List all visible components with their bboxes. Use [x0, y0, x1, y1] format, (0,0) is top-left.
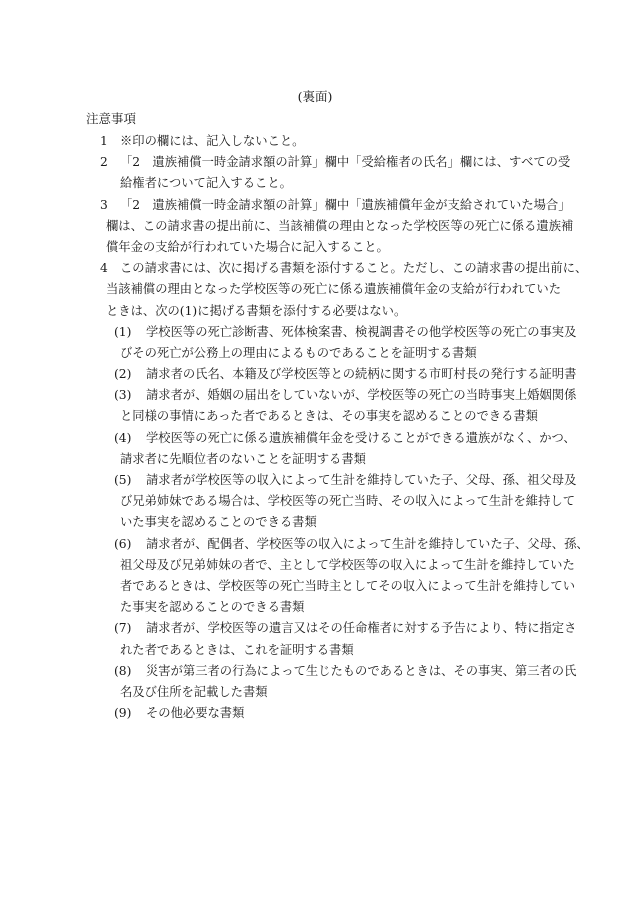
sub-line: た事実を認めることのできる書類 [120, 600, 305, 615]
sub-line: 学校医等の死亡診断書、死体検案書、検視調書その他学校医等の死亡の事実及 [146, 324, 577, 339]
note-line: 「2 遺族補償一時金請求額の計算」欄中「遺族補償年金が支給されていた場合」 [120, 197, 571, 212]
sub-line: 請求者が学校医等の収入によって生計を維持していた子、父母、孫、祖父母及 [146, 473, 577, 487]
sub-number: (9) [114, 706, 132, 721]
note-line: 償年金の支給が行われていた場合に記入すること。 [106, 239, 389, 254]
sub-item-3 [0, 385, 630, 427]
sub-item-7 [0, 618, 630, 660]
sub-item-8 [0, 661, 630, 703]
sub-item-5 [0, 470, 630, 534]
note-number: 2 [100, 155, 108, 170]
sub-number: (5) [114, 473, 132, 487]
sub-line: 請求者に先順位者のないことを証明する書類 [120, 451, 366, 466]
sub-line: れた者であるときは、これを証明する書類 [120, 642, 354, 657]
sub-line: び兄弟姉妹である場合は、学校医等の死亡当時、その収入によって生計を維持して [120, 494, 575, 509]
sub-number: (7) [114, 621, 132, 636]
sub-number: (3) [114, 388, 132, 403]
sub-line: 請求者の氏名、本籍及び学校医等との続柄に関する市町村長の発行する証明書 [146, 367, 577, 382]
note-line: ※印の欄には、記入しないこと。 [120, 134, 305, 148]
sub-item-6 [0, 534, 630, 619]
sub-line: 者であるときは、学校医等の死亡当時主としてその収入によって生計を維持してい [120, 578, 575, 593]
sub-number: (2) [114, 367, 132, 382]
sub-line: 名及び住所を記載した書類 [120, 684, 268, 699]
sub-line: びその死亡が公務上の理由によるものであることを証明する書類 [120, 345, 477, 360]
sub-number: (8) [114, 663, 132, 678]
side-label: (裏面) [297, 89, 333, 104]
sub-line: 請求者が、配偶者、学校医等の収入によって生計を維持していた子、父母、孫、 [146, 536, 589, 551]
sub-line: 災害が第三者の行為によって生じたものであるときは、その事実、第三者の氏 [146, 663, 577, 678]
sub-line: 祖父母及び兄弟姉妹の者で、主として学校医等の収入によって生計を維持していた [120, 557, 575, 572]
section-title: 注意事項 [86, 111, 137, 126]
note-item-4 [0, 258, 630, 322]
note-number: 1 [100, 134, 108, 148]
sub-line: その他必要な書類 [146, 706, 245, 721]
sub-item-1 [0, 322, 630, 364]
sub-number: (6) [114, 536, 132, 551]
note-line: この請求書には、次に掲げる書類を添付すること。ただし、この請求書の提出前に、 [120, 261, 588, 276]
note-line: ときは、次の(1)に掲げる書類を添付する必要はない。 [106, 303, 407, 318]
note-item-2 [0, 152, 630, 194]
sub-item-2 [0, 364, 630, 385]
note-item-1 [0, 131, 630, 152]
sub-line: 請求者が、婚姻の届出をしていないが、学校医等の死亡の当時事実上婚姻関係 [146, 388, 577, 403]
sub-number: (1) [114, 324, 132, 339]
sub-item-4 [0, 428, 630, 470]
note-line: 当該補償の理由となった学校医等の死亡に係る遺族補償年金の支給が行われていた [106, 282, 561, 297]
note-item-3 [0, 195, 630, 259]
sub-line: いた事実を認めることのできる書類 [120, 515, 317, 530]
note-line: 欄は、この請求書の提出前に、当該補償の理由となった学校医等の死亡に係る遺族補 [106, 218, 574, 233]
note-line: 給権者について記入すること。 [120, 176, 292, 191]
sub-number: (4) [114, 430, 132, 445]
sub-item-9 [0, 703, 630, 724]
notes-content [0, 131, 630, 724]
note-number: 4 [100, 261, 108, 276]
note-line: 「2 遺族補償一時金請求額の計算」欄中「受給権者の氏名」欄には、すべての受 [120, 155, 571, 170]
sub-line: と同様の事情にあった者であるときは、その事実を認めることのできる書類 [120, 409, 538, 424]
sub-line: 学校医等の死亡に係る遺族補償年金を受けることができる遺族がなく、かつ、 [146, 430, 576, 445]
note-number: 3 [100, 197, 108, 212]
sub-line: 請求者が、学校医等の遺言又はその任命権者に対する予告により、特に指定さ [146, 621, 577, 636]
